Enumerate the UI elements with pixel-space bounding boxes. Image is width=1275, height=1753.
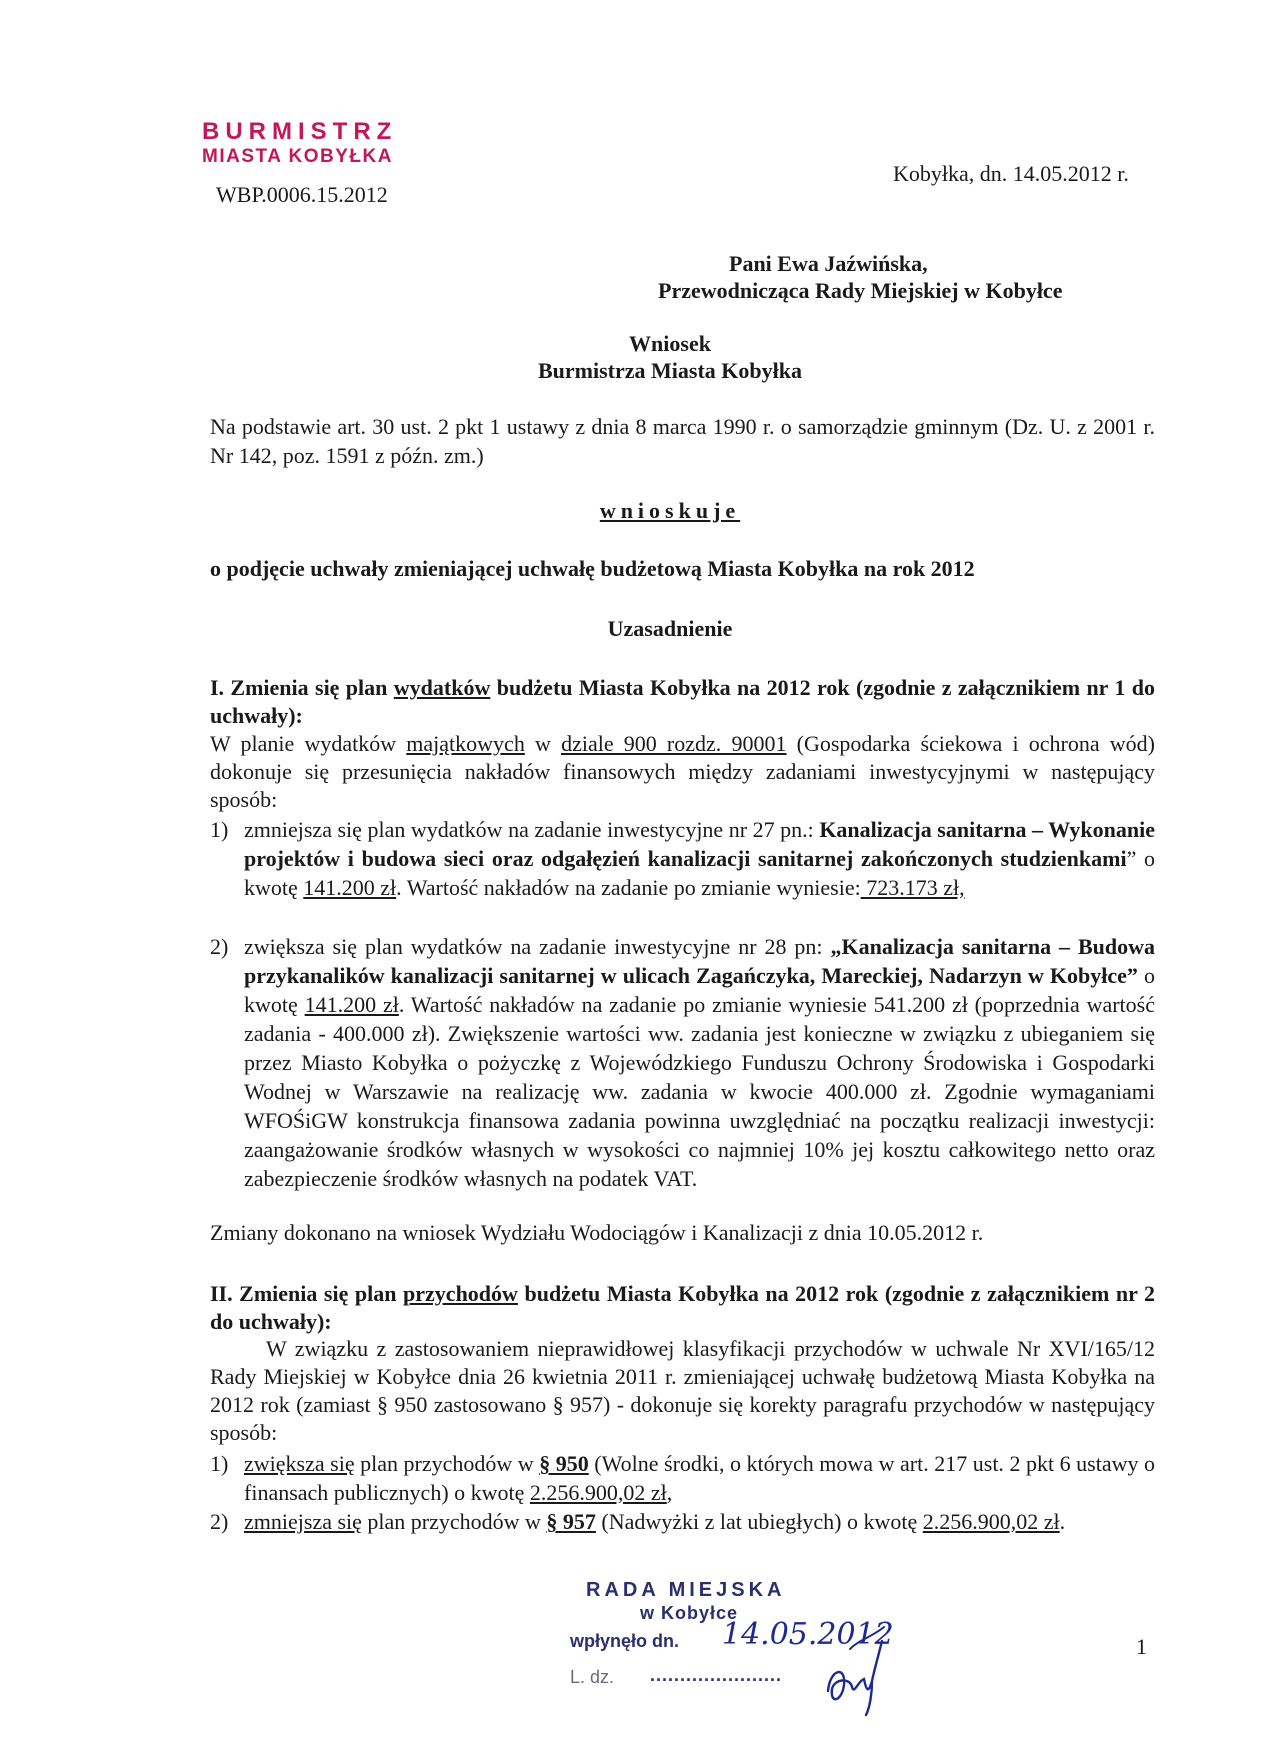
receipt-stamp-org: RADA MIEJSKA (586, 1579, 786, 1601)
section-1-item-1 (210, 815, 1155, 902)
s1-p-c: w (524, 731, 562, 756)
section-2-heading-pre: II. Zmienia się plan (210, 1281, 404, 1306)
s1-i1-e: . Wartość nakładów na zadanie po zmianie wyniesie: (396, 875, 861, 900)
s2-i2-e: 2.256.900,02 zł (922, 1509, 1060, 1534)
reference-number: WBP.0006.15.2012 (216, 182, 388, 207)
s1-i1-c: ” o kwotę (244, 846, 1155, 900)
s1-i2-b: „Kanalizacja sanitarna – Budowa przykanalików kanalizacji sanitarnej w ulicach Zagańczyka, Mareckiej, Nadarzyn w Kobyłce” (244, 934, 1155, 988)
section-2-item-2 (210, 1507, 1155, 1536)
section-1-paragraph (210, 730, 1155, 814)
s1-i1-d: 141.200 zł (303, 875, 397, 900)
s2-i1-e: 2.256.900,02 zł (529, 1480, 667, 1505)
s1-p-d: dziale 900 rozdz. 90001 (561, 731, 787, 756)
subject-line: o podjęcie uchwały zmieniającej uchwałę budżetową Miasta Kobyłka na rok 2012 (210, 556, 975, 581)
s2-i2-c: § 957 (546, 1509, 596, 1534)
place-date: Kobyłka, dn. 14.05.2012 r. (893, 161, 1129, 186)
s2-i2-a: zmniejsza się (244, 1509, 362, 1534)
section-2-paragraph: W związku z zastosowaniem nieprawidłowej klasyfikacji przychodów w uchwale Nr XVI/165/12 Rady Miejskiej w Kobyłce dnia 26 kwietnia 2011 r. zmieniającej uchwałę budżetową Miasta Kobyłka na 2012 rok (zamiast § 950 zastosowano § 957) - dokonuje się korekty paragrafu przychodów w następujący sposób: (210, 1336, 1155, 1445)
s2-i2-d: (Nadwyżki z lat ubiegłych) o kwotę (595, 1509, 923, 1534)
s1-i1-num: 1) (210, 817, 229, 842)
request-word: wnioskuje (599, 498, 741, 523)
s2-i2-f: . (1059, 1509, 1066, 1534)
document-subtitle: Burmistrza Miasta Kobyłka (538, 358, 802, 383)
s2-i1-f: , (666, 1480, 673, 1505)
mayor-stamp-title: BURMISTRZ (202, 118, 398, 145)
document-title: Wniosek (629, 331, 711, 356)
receipt-stamp-entry-label: L. dz. (570, 1667, 615, 1687)
s1-p-b: majątkowych (406, 731, 525, 756)
page-number: 1 (1136, 1634, 1147, 1659)
legal-basis: Na podstawie art. 30 ust. 2 pkt 1 ustawy z dnia 8 marca 1990 r. o samorządzie gminnym (Dz. U. z 2001 r. Nr 142, poz. 1591 z późn. zm.) (210, 414, 1155, 468)
justification-heading: Uzasadnienie (607, 616, 733, 641)
receipt-stamp-dots: ...................... (650, 1665, 783, 1685)
s1-i1-a: zmniejsza się plan wydatków na zadanie inwestycyjne nr 27 pn.: (244, 817, 820, 842)
section-2-heading-post: budżetu Miasta Kobyłka na 2012 rok (zgodnie z załącznikiem nr 2 do uchwały): (210, 1281, 1156, 1334)
s1-i2-a: zwiększa się plan wydatków na zadanie inwestycyjne nr 28 pn: (244, 934, 831, 959)
s1-i2-num: 2) (210, 934, 229, 959)
s1-i1-f: 723.173 zł, (860, 875, 965, 900)
s1-p-a: W planie wydatków (210, 731, 407, 756)
signature-scribble (820, 1619, 890, 1719)
addressee-title: Przewodnicząca Rady Miejskiej w Kobyłce (658, 278, 1063, 303)
section-1-heading-post: budżetu Miasta Kobyłka na 2012 rok (zgodnie z załącznikiem nr 1 do uchwały): (210, 675, 1156, 728)
receipt-stamp-town: w Kobyłce (640, 1603, 739, 1623)
s1-i2-c: o kwotę (244, 963, 1155, 1017)
section-2-item-1 (210, 1449, 1155, 1507)
addressee-name: Pani Ewa Jaźwińska, (729, 251, 928, 276)
mayor-stamp-subtitle: MIASTA KOBYŁKA (202, 146, 393, 167)
s2-i2-b: plan przychodów w (361, 1509, 547, 1534)
receipt-date-handwritten: 14.05.2012 (722, 1617, 894, 1652)
receipt-stamp-received-label: wpłynęło dn. (570, 1631, 680, 1651)
section-2-heading (210, 1280, 1155, 1336)
s2-i2-num: 2) (210, 1509, 229, 1534)
s2-i1-a: zwiększa się (244, 1451, 355, 1476)
s2-i1-num: 1) (210, 1451, 229, 1476)
section-1-item-2 (210, 932, 1155, 1193)
section-1-heading (210, 674, 1155, 730)
s2-i1-d: (Wolne środki, o których mowa w art. 217 ust. 2 pkt 6 ustawy o finansach publicznych) o kwotę (244, 1451, 1155, 1505)
section-1-closing: Zmiany dokonano na wniosek Wydziału Wodociągów i Kanalizacji z dnia 10.05.2012 r. (210, 1220, 984, 1245)
s1-i1-b: Kanalizacja sanitarna – Wykonanie projektów i budowa sieci oraz odgałęzień kanalizacji sanitarnej zakończonych studzienkami (244, 817, 1155, 871)
s2-i1-c: § 950 (539, 1451, 589, 1476)
s1-i2-d: 141.200 zł (304, 992, 399, 1017)
section-1-heading-pre: I. Zmienia się plan (210, 675, 394, 700)
s1-i2-e: . Wartość nakładów na zadanie po zmianie wyniesie 541.200 zł (poprzednia wartość zadania - 400.000 zł). Zwiększenie wartości ww. zadania jest konieczne w związku z ubieganiem się przez Miasto Kobyłka o pożyczkę z Wojewódzkiego Funduszu Ochrony Środowiska i Gospodarki Wodnej w Warszawie na realizację ww. zadania w kwocie 400.000 zł. Zgodnie wymaganiami WFOŚiGW konstrukcja finansowa zadania powinna uwzględniać na początku realizacji inwestycji: zaangażowanie środków własnych w wysokości co najmniej 10% jej kosztu całkowitego netto oraz zabezpieczenie środków własnych na podatek VAT. (244, 992, 1155, 1191)
s1-p-e: (Gospodarka ściekowa i ochrona wód) dokonuje się przesunięcia nakładów finansowych między zadaniami inwestycyjnymi w następujący sposób: (210, 731, 1156, 812)
section-1-heading-key: wydatków (393, 675, 491, 700)
s2-i1-b: plan przychodów w (354, 1451, 540, 1476)
section-2-heading-key: przychodów (403, 1281, 518, 1306)
receipt-stamp (570, 1575, 894, 1725)
